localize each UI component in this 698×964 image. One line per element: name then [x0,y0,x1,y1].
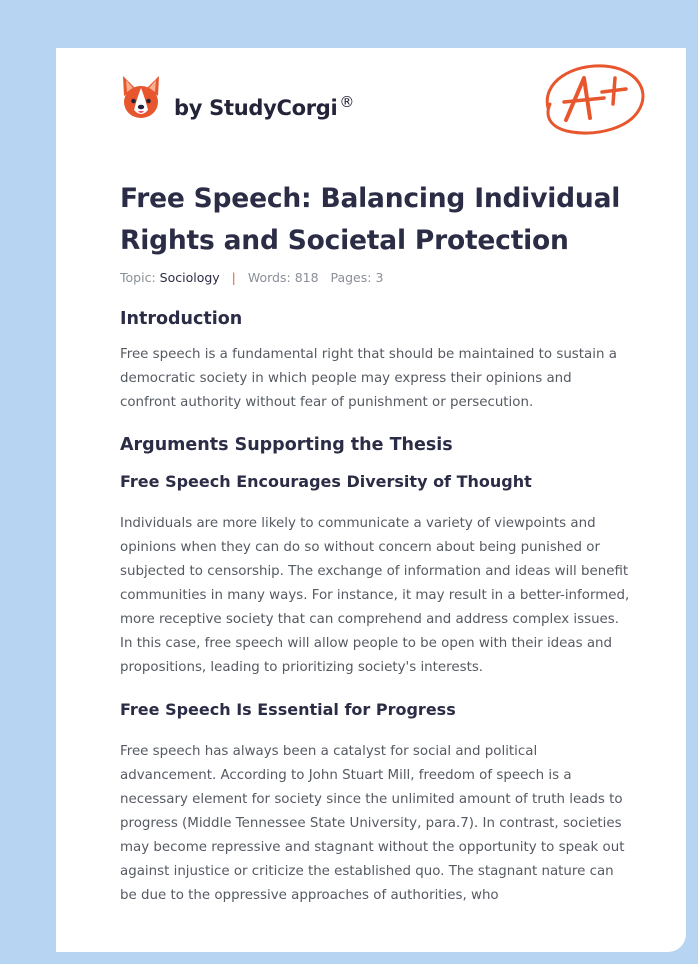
pages-label: Pages: [330,270,372,285]
subsection-heading-diversity: Free Speech Encourages Diversity of Thought [120,472,532,491]
essay-page [56,48,686,952]
essay-title: Free Speech: Balancing Individual Rights and Societal Protection [120,183,621,256]
words-count: 818 [294,270,319,285]
essay-content [120,178,630,908]
a-plus-grade-stamp [538,60,648,140]
corgi-logo-icon [120,74,162,120]
introduction-paragraph: Free speech is a fundamental right that should be maintained to sustain a democratic society in which people may express their opinions and confront authority without fear of punishment or persecution. [120,347,617,410]
essay-meta [120,270,630,285]
words-label: Words: [247,270,291,285]
studycorgi-logo[interactable] [120,74,354,120]
meta-separator: | [231,270,236,285]
brand-name: by StudyCorgi ® [174,92,355,120]
pages-count: 3 [375,270,384,285]
subsection-heading-progress: Free Speech Is Essential for Progress [120,700,456,719]
section-heading-arguments: Arguments Supporting the Thesis [120,435,453,455]
diversity-paragraph: Individuals are more likely to communicate a variety of viewpoints and opinions when they can do so without concern about being punished or subjected to censorship. The exchange of information and ideas will benefit communities in many ways. For instance, it may result in a better-informed, more receptive society that can comprehend and address complex issues. In this case, free speech will allow people to be open with their ideas and propositions, leading to prioritizing society's interests. [120,516,630,675]
page-header [56,48,686,158]
topic-link[interactable]: Sociology [159,270,220,285]
progress-paragraph: Free speech has always been a catalyst for social and political advancement. According to John Stuart Mill, freedom of speech is a necessary element for society since the unlimited amount of truth leads to progress (Middle Tennessee State University, para.7). In contrast, societies may become repressive and stagnant without the opportunity to speak out against injustice or criticize the established quo. The stagnant nature can be due to the oppressive approaches of authorities, who [120,744,625,903]
section-heading-introduction: Introduction [120,309,243,329]
registered-mark: ® [339,92,355,111]
topic-label: Topic: [120,270,156,285]
